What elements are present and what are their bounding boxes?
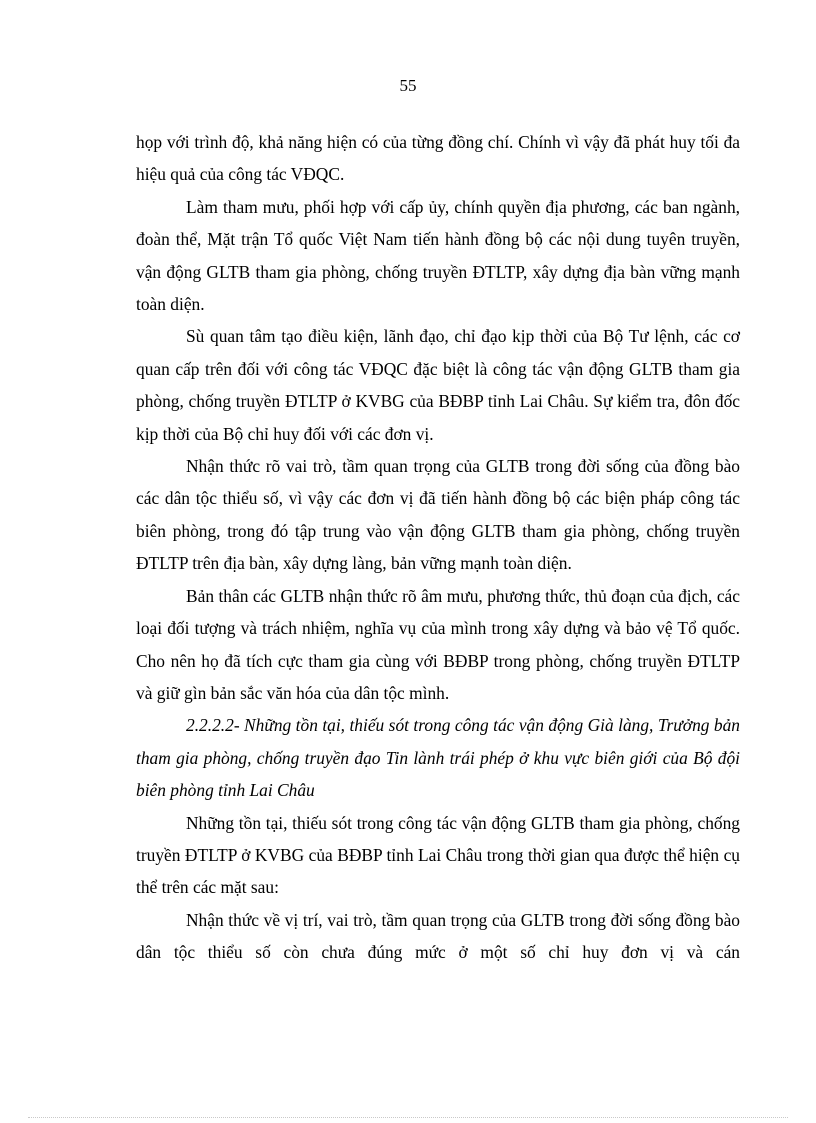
page-bottom-divider: [28, 1117, 788, 1118]
paragraph: Nhận thức rõ vai trò, tầm quan trọng của GLTB trong đời sống của đồng bào các dân tộc thiểu số, vì vậy các đơn vị đã tiến hành đồng bộ các biện pháp công tác biên phòng, trong đó tập trung vào vận động GLTB tham gia phòng, chống truyền ĐTLTP trên địa bàn, xây dựng làng, bản vững mạnh toàn diện.: [136, 456, 740, 574]
paragraph-continuation: họp với trình độ, khả năng hiện có của từng đồng chí. Chính vì vậy đã phát huy tối đa hiệu quả của công tác VĐQC.: [136, 132, 740, 185]
paragraph: Sù quan tâm tạo điều kiện, lãnh đạo, chỉ đạo kịp thời của Bộ Tư lệnh, các cơ quan cấp trên đối với công tác VĐQC đặc biệt là công tác vận động GLTB tham gia phòng, chống truyền ĐTLTP ở KVBG của BĐBP tỉnh Lai Châu. Sự kiểm tra, đôn đốc kịp thời của Bộ chỉ huy đối với các đơn vị.: [136, 326, 740, 444]
section-heading: 2.2.2.2- Những tồn tại, thiếu sót trong công tác vận động Già làng, Trưởng bản tham gia phòng, chống truyền đạo Tin lành trái phép ở khu vực biên giới của Bộ đội biên phòng tỉnh Lai Châu: [136, 715, 740, 801]
paragraph: Những tồn tại, thiếu sót trong công tác vận động GLTB tham gia phòng, chống truyền ĐTLTP ở KVBG của BĐBP tỉnh Lai Châu trong thời gian qua được thể hiện cụ thể trên các mặt sau:: [136, 812, 740, 898]
page-number: 55: [399, 76, 417, 95]
body-text: [136, 126, 740, 969]
paragraph-continues: Nhận thức về vị trí, vai trò, tầm quan trọng của GLTB trong đời sống đồng bào dân tộc thiểu số còn chưa đúng mức ở một số chỉ huy đơn vị và cán: [136, 909, 740, 963]
paragraph: Bản thân các GLTB nhận thức rõ âm mưu, phương thức, thủ đoạn của địch, các loại đối tượng và trách nhiệm, nghĩa vụ của mình trong xây dựng và bảo vệ Tổ quốc. Cho nên họ đã tích cực tham gia cùng với BĐBP trong phòng, chống truyền ĐTLTP và giữ gìn bản sắc văn hóa của dân tộc mình.: [136, 585, 740, 703]
paragraph: Làm tham mưu, phối hợp với cấp ủy, chính quyền địa phương, các ban ngành, đoàn thể, Mặt trận Tổ quốc Việt Nam tiến hành đồng bộ các nội dung tuyên truyền, vận động GLTB tham gia phòng, chống truyền ĐTLTP, xây dựng địa bàn vững mạnh toàn diện.: [136, 196, 740, 315]
